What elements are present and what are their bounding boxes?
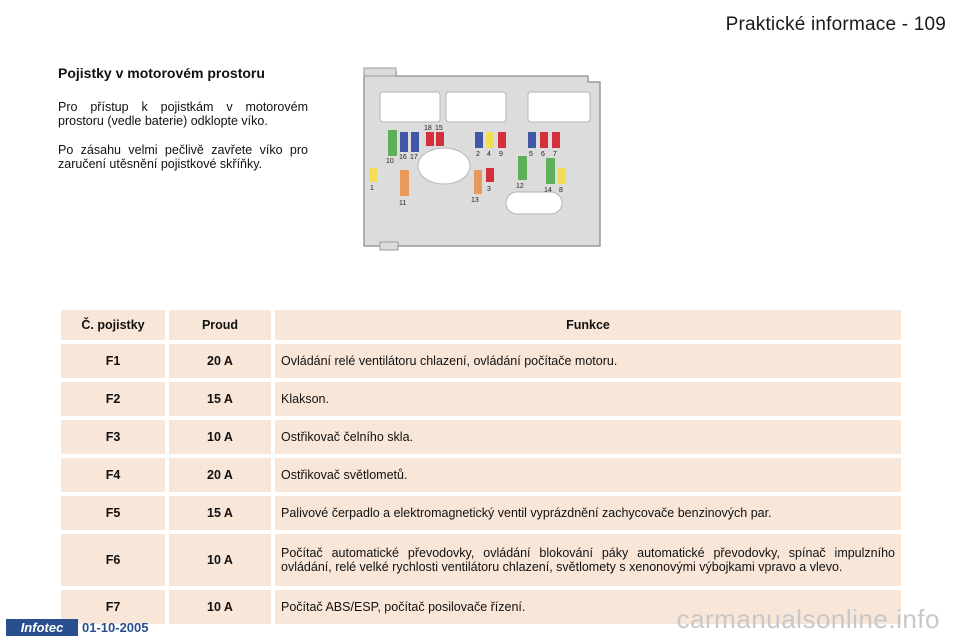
table-row	[61, 458, 901, 492]
fuse-9-red	[498, 132, 506, 148]
fuse-14-green	[546, 158, 555, 184]
infotec-logo: Infotec	[6, 619, 78, 636]
fuse-5-blue	[528, 132, 536, 148]
fuse-table	[57, 306, 905, 628]
fuse-box-diagram	[356, 64, 604, 252]
section-title: Pojistky v motorovém prostoru	[58, 65, 265, 81]
fuse-12-green	[518, 156, 527, 180]
label-2: 2	[476, 151, 480, 158]
fuse-2-blue	[475, 132, 483, 148]
fuse-15-red	[436, 132, 444, 146]
relay-slot-middle	[446, 92, 506, 122]
cell-fuse-number: F2	[61, 382, 165, 416]
label-4: 4	[487, 151, 491, 158]
footer-date: 01-10-2005	[82, 620, 149, 635]
cell-function: Počítač automatické převodovky, ovládání blokování páky automatické převodovky, spínač impulzního ovládání, relé velké rychlosti ventilátoru chlazení, světlomety s xenonovými výbojkami vpravo a vlevo.	[275, 534, 901, 586]
fuse-box-tab-bottom	[380, 242, 398, 250]
fuse-16-blue	[400, 132, 408, 152]
table-row	[61, 496, 901, 530]
label-9: 9	[499, 151, 503, 158]
label-16: 16	[399, 154, 407, 161]
fuse-8-yellow	[558, 168, 566, 184]
cell-function: Ostřikovač čelního skla.	[275, 420, 901, 454]
fuse-box-tab-top	[364, 68, 396, 76]
cell-current: 15 A	[169, 382, 271, 416]
label-13: 13	[471, 197, 479, 204]
table-row	[61, 420, 901, 454]
fuse-17-blue	[411, 132, 419, 152]
relay-slot-left	[380, 92, 440, 122]
fuse-13-orange	[474, 170, 482, 194]
fuse-18-red	[426, 132, 434, 146]
cell-function: Ovládání relé ventilátoru chlazení, ovládání počítače motoru.	[275, 344, 901, 378]
fuse-11-orange	[400, 170, 409, 196]
cell-current: 15 A	[169, 496, 271, 530]
header-fuse-number: Č. pojistky	[61, 310, 165, 340]
label-18: 18	[424, 125, 432, 132]
label-17: 17	[410, 154, 418, 161]
fuse-10-green	[388, 130, 397, 156]
label-5: 5	[529, 151, 533, 158]
fuse-1-yellow	[369, 168, 377, 182]
cell-function: Klakson.	[275, 382, 901, 416]
cell-fuse-number: F1	[61, 344, 165, 378]
relay-slot-right	[528, 92, 590, 122]
label-10: 10	[386, 158, 394, 165]
fuse-6-red	[540, 132, 548, 148]
cell-fuse-number: F3	[61, 420, 165, 454]
cell-current: 10 A	[169, 534, 271, 586]
table-header-row	[61, 310, 901, 340]
cell-current: 20 A	[169, 344, 271, 378]
cell-fuse-number: F6	[61, 534, 165, 586]
cell-fuse-number: F7	[61, 590, 165, 624]
label-8: 8	[559, 187, 563, 194]
table-row	[61, 534, 901, 586]
watermark: carmanualsonline.info	[676, 604, 940, 634]
fuse-3-red	[486, 168, 494, 182]
label-3: 3	[487, 186, 491, 193]
label-6: 6	[541, 151, 545, 158]
label-15: 15	[435, 125, 443, 132]
paragraph-access: Pro přístup k pojistkám v motorovém prostoru (vedle baterie) odklopte víko.	[58, 100, 308, 128]
header-function: Funkce	[275, 310, 901, 340]
page-header: Praktické informace - 109	[725, 14, 946, 35]
cell-current: 10 A	[169, 590, 271, 624]
cell-function: Palivové čerpadlo a elektromagnetický ventil vyprázdnění zachycovače benzinových par.	[275, 496, 901, 530]
header-current: Proud	[169, 310, 271, 340]
cell-fuse-number: F5	[61, 496, 165, 530]
cell-current: 20 A	[169, 458, 271, 492]
label-14: 14	[544, 187, 552, 194]
label-7: 7	[553, 151, 557, 158]
fuse-4-yellow	[486, 132, 494, 148]
cell-fuse-number: F4	[61, 458, 165, 492]
cell-current: 10 A	[169, 420, 271, 454]
label-1: 1	[370, 185, 374, 192]
paragraph-closing: Po zásahu velmi pečlivě zavřete víko pro zaručení utěsnění pojistkové skříňky.	[58, 143, 308, 171]
table-row	[61, 344, 901, 378]
cell-function: Počítač ABS/ESP, počítač posilovače řízení.	[275, 590, 901, 624]
cutout-slot-bottom	[506, 192, 562, 214]
cutout-oval-center	[418, 148, 470, 184]
fuse-7-red	[552, 132, 560, 148]
table-row	[61, 382, 901, 416]
cell-function: Ostřikovač světlometů.	[275, 458, 901, 492]
label-11: 11	[399, 200, 407, 207]
label-12: 12	[516, 183, 524, 190]
